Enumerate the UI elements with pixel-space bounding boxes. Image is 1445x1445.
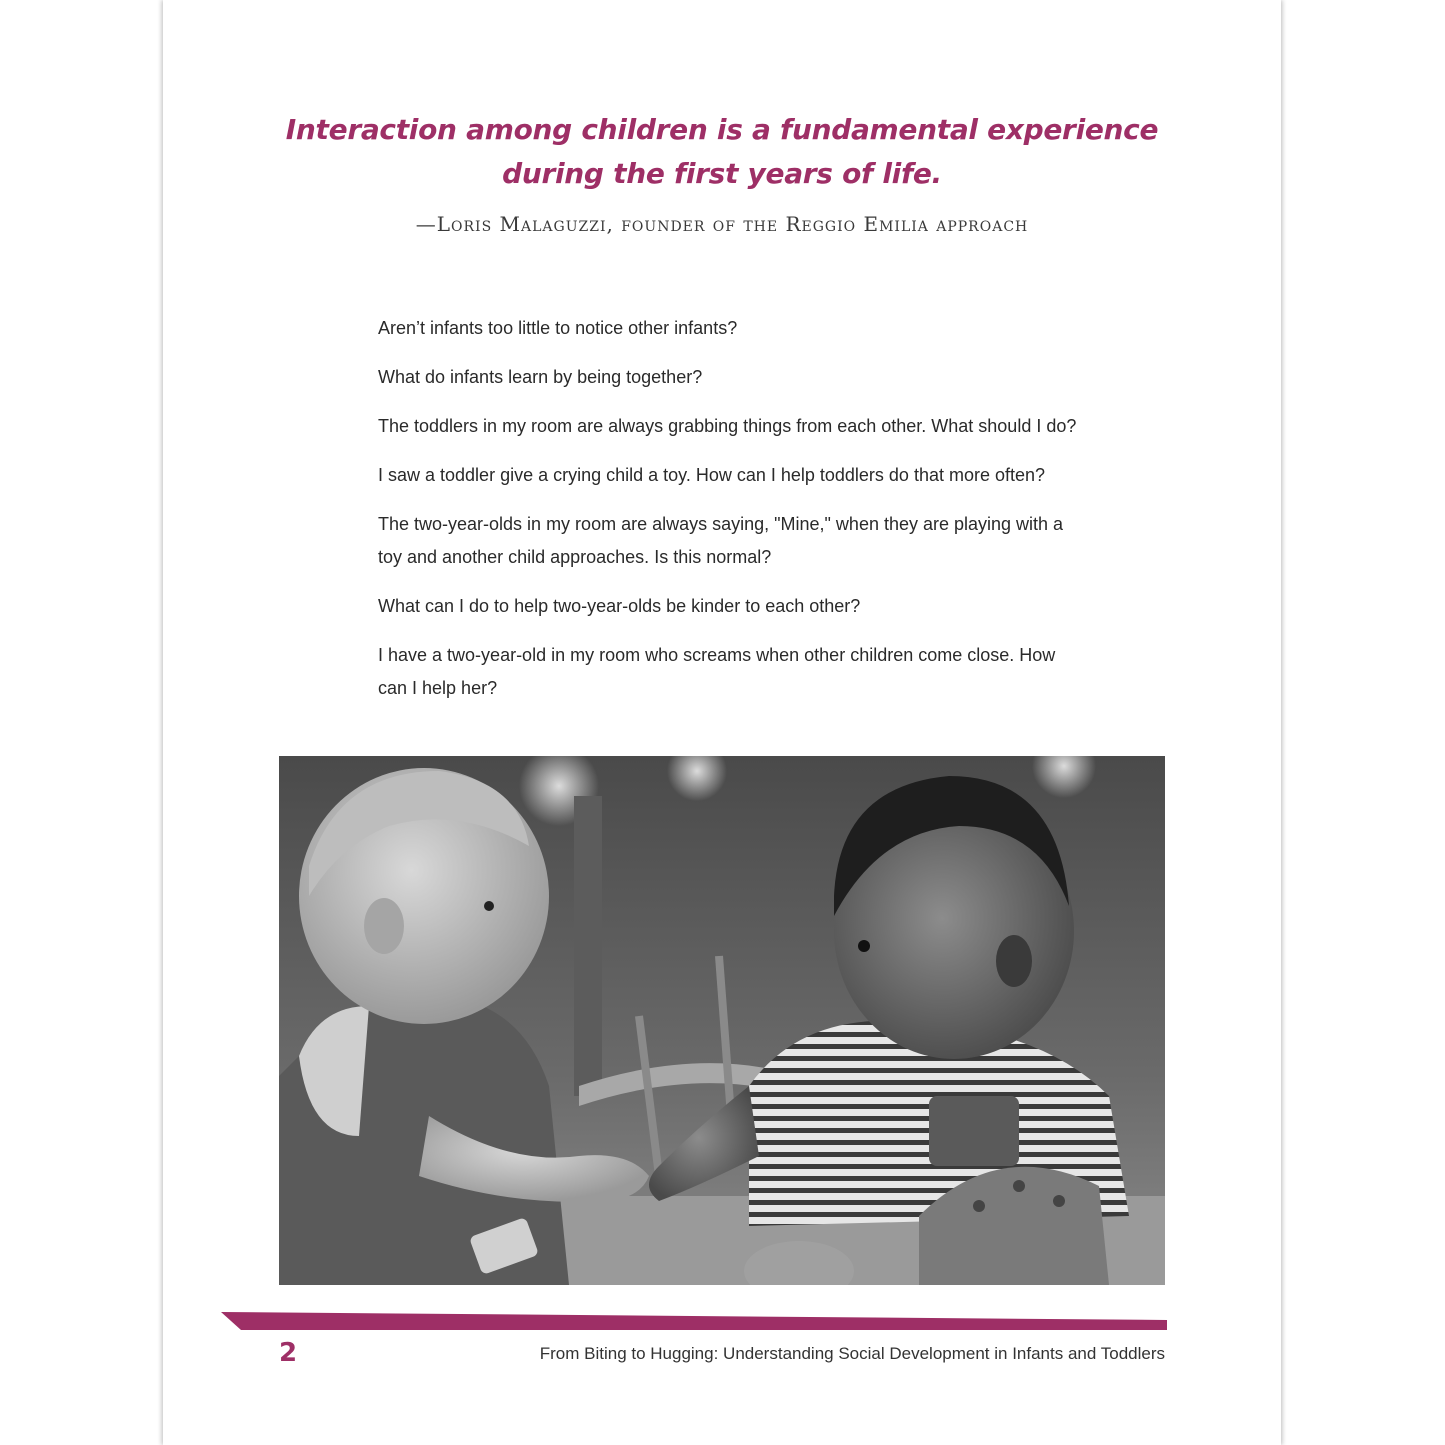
book-page xyxy=(163,0,1281,1445)
question-item: What can I do to help two-year-olds be kinder to each other? xyxy=(378,596,861,616)
question-item: I saw a toddler give a crying child a toy. How can I help toddlers do that more often? xyxy=(378,465,1046,485)
question-list xyxy=(378,312,1078,721)
quote-line-1: Interaction among children is a fundamental experience xyxy=(285,113,1159,146)
question-item: Aren’t infants too little to notice other infants? xyxy=(378,318,738,338)
quote-line-2: during the first years of life. xyxy=(502,157,942,190)
epigraph-quote xyxy=(163,108,1281,196)
photo-illustration xyxy=(279,756,1165,1285)
page-number: 2 xyxy=(279,1338,298,1368)
question-item: I have a two-year-old in my room who screams when other children come close. How can I help her? xyxy=(378,645,1056,698)
question-item: The two-year-olds in my room are always saying, "Mine," when they are playing with a toy and another child approaches. Is this normal? xyxy=(378,514,1064,567)
quote-attribution: —Loris Malaguzzi, founder of the Reggio Emilia approach xyxy=(415,212,1029,236)
photo-two-infants xyxy=(279,756,1165,1285)
running-title: From Biting to Hugging: Understanding Social Development in Infants and Toddlers xyxy=(539,1344,1165,1363)
question-item: The toddlers in my room are always grabbing things from each other. What should I do? xyxy=(378,416,1077,436)
question-item: What do infants learn by being together? xyxy=(378,367,703,387)
footer-accent-bar xyxy=(221,1312,1167,1332)
